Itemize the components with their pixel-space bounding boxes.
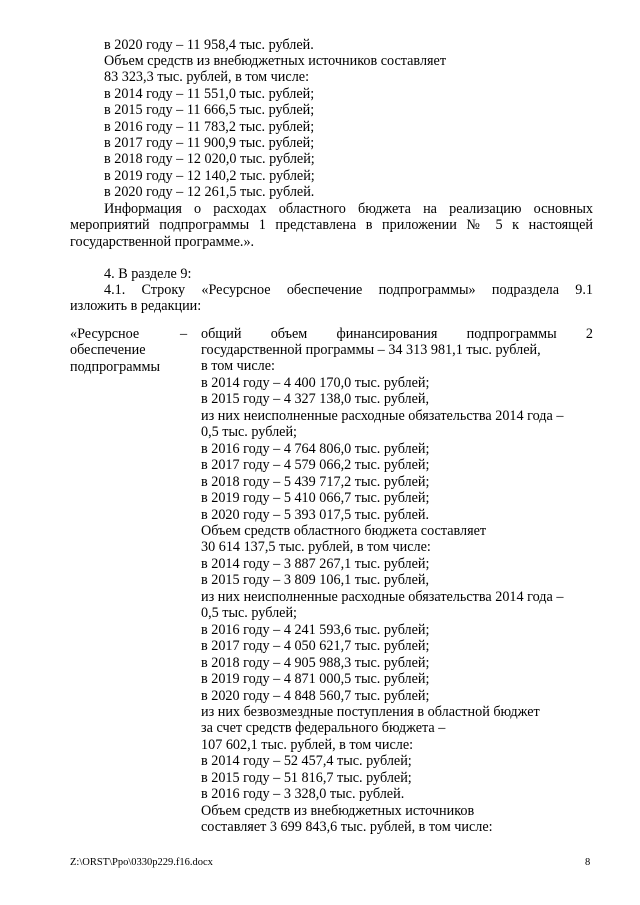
text-line: 83 323,3 тыс. рублей, в том числе:	[104, 69, 310, 85]
table-right-line: 107 602,1 тыс. рублей, в том числе:	[201, 736, 414, 753]
table-right-line: 0,5 тыс. рублей;	[201, 605, 297, 622]
paragraph-line: Информация о расходах областного бюджета на реализацию основных	[104, 201, 593, 217]
text-line: в 2019 году – 12 140,2 тыс. рублей;	[104, 168, 315, 184]
text-line: в 2018 году – 12 020,0 тыс. рублей;	[104, 151, 315, 167]
table-right-line: в 2014 году – 4 400 170,0 тыс. рублей;	[201, 374, 430, 391]
table-right-line: 30 614 137,5 тыс. рублей, в том числе:	[201, 539, 431, 556]
paragraph-line: государственной программе.».	[70, 234, 255, 250]
table-right-line: из них неисполненные расходные обязательства 2014 года –	[201, 407, 564, 424]
table-right-line: в 2019 году – 5 410 066,7 тыс. рублей;	[201, 490, 430, 506]
table-right-line: Объем средств областного бюджета составляет	[201, 523, 487, 539]
table-right-line: в 2020 году – 5 393 017,5 тыс. рублей.	[201, 506, 430, 523]
text-line: в 2020 году – 12 261,5 тыс. рублей.	[104, 184, 315, 200]
table-right-line: в 2016 году – 4 764 806,0 тыс. рублей;	[201, 440, 430, 457]
table-right-line: в 2014 году – 3 887 267,1 тыс. рублей;	[201, 555, 430, 572]
table-right-line: составляет 3 699 843,6 тыс. рублей, в том числе:	[201, 819, 493, 835]
section-heading: 4. В разделе 9:	[104, 266, 192, 282]
text-line: в 2017 году – 11 900,9 тыс. рублей;	[104, 135, 315, 151]
table-right-line: в 2017 году – 4 050 621,7 тыс. рублей;	[201, 638, 430, 655]
table-right-line: в 2016 году – 3 328,0 тыс. рублей.	[201, 786, 405, 803]
table-right-line: государственной программы – 34 313 981,1 тыс. рублей,	[201, 342, 541, 358]
table-right-line: в 2015 году – 3 809 106,1 тыс. рублей,	[201, 572, 430, 589]
table-right-line: в том числе:	[201, 358, 275, 375]
footer-path: Z:\ORST\Ppo\0330p229.f16.docx	[70, 857, 213, 868]
subsection-line: 4.1. Строку «Ресурсное обеспечение подпрограммы» подраздела 9.1	[104, 282, 593, 298]
table-right-line: в 2020 году – 4 848 560,7 тыс. рублей;	[201, 687, 430, 704]
table-left-cell: подпрограммы	[70, 359, 160, 375]
table-right-line: из них неисполненные расходные обязательства 2014 года –	[201, 588, 564, 605]
table-right-line: за счет средств федерального бюджета –	[201, 720, 446, 737]
table-right-line: общий объем финансирования подпрограммы 2	[201, 326, 593, 342]
text-line: Объем средств из внебюджетных источников составляет	[104, 53, 447, 69]
table-right-line: в 2016 году – 4 241 593,6 тыс. рублей;	[201, 621, 430, 638]
text-line: в 2014 году – 11 551,0 тыс. рублей;	[104, 86, 315, 102]
table-right-line: в 2018 году – 4 905 988,3 тыс. рублей;	[201, 654, 430, 671]
table-right-line: в 2015 году – 4 327 138,0 тыс. рублей,	[201, 391, 430, 408]
table-left-cell: «Ресурсное	[70, 326, 140, 342]
page-number: 8	[585, 857, 591, 868]
text-line: в 2015 году – 11 666,5 тыс. рублей;	[104, 102, 315, 118]
table-right-line: в 2017 году – 4 579 066,2 тыс. рублей;	[201, 457, 430, 474]
table-right-line: 0,5 тыс. рублей;	[201, 424, 297, 441]
table-right-line: из них безвозмездные поступления в областной бюджет	[201, 703, 540, 720]
table-right-line: в 2019 году – 4 871 000,5 тыс. рублей;	[201, 671, 430, 687]
subsection-line: изложить в редакции:	[70, 298, 202, 314]
table-dash: –	[180, 326, 188, 342]
paragraph-line: мероприятий подпрограммы 1 представлена в приложении № 5 к настоящей	[70, 217, 593, 233]
table-right-line: в 2014 году – 52 457,4 тыс. рублей;	[201, 753, 412, 770]
table-right-line: в 2015 году – 51 816,7 тыс. рублей;	[201, 769, 412, 786]
table-right-line: в 2018 году – 5 439 717,2 тыс. рублей;	[201, 473, 430, 490]
text-line: в 2016 году – 11 783,2 тыс. рублей;	[104, 119, 315, 135]
table-right-line: Объем средств из внебюджетных источников	[201, 802, 475, 819]
table-left-cell: обеспечение	[70, 342, 146, 358]
text-line: в 2020 году – 11 958,4 тыс. рублей.	[104, 37, 314, 53]
